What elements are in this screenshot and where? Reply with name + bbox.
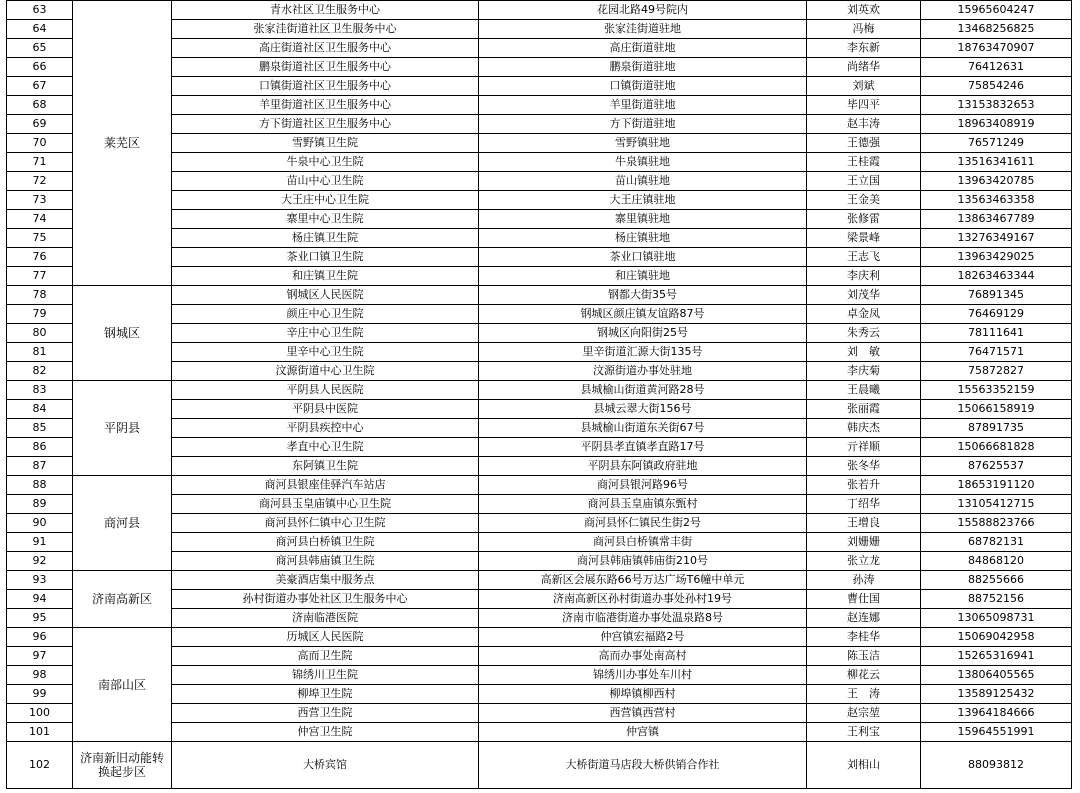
row-number-cell: 88 [7,476,73,495]
phone-cell: 15066158919 [921,400,1072,419]
facility-name-cell: 商河县银座佳驿汽车站店 [172,476,479,495]
phone-cell: 13276349167 [921,229,1072,248]
phone-cell: 76412631 [921,58,1072,77]
contact-person-cell: 李庆菊 [807,362,921,381]
table-row [7,571,1072,590]
contact-person-cell: 王 涛 [807,685,921,704]
contact-person-cell: 亓祥顺 [807,438,921,457]
row-number-cell: 96 [7,628,73,647]
address-cell: 商河县玉皇庙镇东甄村 [479,495,807,514]
address-cell: 平阴县东阿镇政府驻地 [479,457,807,476]
contact-person-cell: 王立国 [807,172,921,191]
facility-name-cell: 西营卫生院 [172,704,479,723]
phone-cell: 13863467789 [921,210,1072,229]
facility-name-cell: 济南临港医院 [172,609,479,628]
row-number-cell: 77 [7,267,73,286]
region-cell: 商河县 [73,476,172,571]
address-cell: 杨庄镇驻地 [479,229,807,248]
row-number-cell: 83 [7,381,73,400]
region-cell: 莱芜区 [73,1,172,286]
contact-person-cell: 刘相山 [807,742,921,789]
phone-cell: 13563463358 [921,191,1072,210]
row-number-cell: 100 [7,704,73,723]
address-cell: 济南市临港街道办事处温泉路8号 [479,609,807,628]
facility-name-cell: 高而卫生院 [172,647,479,666]
address-cell: 仲宫镇宏福路2号 [479,628,807,647]
table-body [7,1,1072,789]
facility-name-cell: 汶源街道中心卫生院 [172,362,479,381]
facility-name-cell: 鹏泉街道社区卫生服务中心 [172,58,479,77]
service-point-table [6,0,1072,789]
contact-person-cell: 李桂华 [807,628,921,647]
row-number-cell: 64 [7,20,73,39]
address-cell: 钢城区颜庄镇友谊路87号 [479,305,807,324]
row-number-cell: 102 [7,742,73,789]
contact-person-cell: 李庆利 [807,267,921,286]
contact-person-cell: 赵宗堃 [807,704,921,723]
facility-name-cell: 里辛中心卫生院 [172,343,479,362]
contact-person-cell: 刘斌 [807,77,921,96]
contact-person-cell: 王增良 [807,514,921,533]
address-cell: 高新区会展东路66号万达广场T6幢中单元 [479,571,807,590]
phone-cell: 18763470907 [921,39,1072,58]
phone-cell: 88093812 [921,742,1072,789]
table-row [7,286,1072,305]
contact-person-cell: 刘英欢 [807,1,921,20]
address-cell: 里辛街道汇源大街135号 [479,343,807,362]
contact-person-cell: 王金美 [807,191,921,210]
facility-name-cell: 苗山中心卫生院 [172,172,479,191]
contact-person-cell: 尚绪华 [807,58,921,77]
phone-cell: 15964551991 [921,723,1072,742]
address-cell: 锦绣川办事处车川村 [479,666,807,685]
row-number-cell: 98 [7,666,73,685]
contact-person-cell: 冯梅 [807,20,921,39]
contact-person-cell: 王晨曦 [807,381,921,400]
address-cell: 苗山镇驻地 [479,172,807,191]
address-cell: 大桥街道马店段大桥供销合作社 [479,742,807,789]
address-cell: 商河县韩庙镇韩庙街210号 [479,552,807,571]
facility-name-cell: 口镇街道社区卫生服务中心 [172,77,479,96]
facility-name-cell: 钢城区人民医院 [172,286,479,305]
address-cell: 柳埠镇柳西村 [479,685,807,704]
phone-cell: 15965604247 [921,1,1072,20]
address-cell: 张家洼街道驻地 [479,20,807,39]
row-number-cell: 67 [7,77,73,96]
phone-cell: 15563352159 [921,381,1072,400]
row-number-cell: 87 [7,457,73,476]
phone-cell: 15069042958 [921,628,1072,647]
address-cell: 汶源街道办事处驻地 [479,362,807,381]
row-number-cell: 95 [7,609,73,628]
region-cell: 钢城区 [73,286,172,381]
region-cell: 济南高新区 [73,571,172,628]
address-cell: 和庄镇驻地 [479,267,807,286]
contact-person-cell: 柳花云 [807,666,921,685]
address-cell: 茶业口镇驻地 [479,248,807,267]
row-number-cell: 101 [7,723,73,742]
facility-name-cell: 历城区人民医院 [172,628,479,647]
contact-person-cell: 朱秀云 [807,324,921,343]
phone-cell: 87891735 [921,419,1072,438]
row-number-cell: 63 [7,1,73,20]
contact-person-cell: 张立龙 [807,552,921,571]
phone-cell: 13153832653 [921,96,1072,115]
phone-cell: 87625537 [921,457,1072,476]
row-number-cell: 73 [7,191,73,210]
region-cell: 南部山区 [73,628,172,742]
facility-name-cell: 茶业口镇卫生院 [172,248,479,267]
address-cell: 牛泉镇驻地 [479,153,807,172]
address-cell: 仲宫镇 [479,723,807,742]
row-number-cell: 86 [7,438,73,457]
facility-name-cell: 平阴县疾控中心 [172,419,479,438]
address-cell: 高庄街道驻地 [479,39,807,58]
phone-cell: 13963420785 [921,172,1072,191]
contact-person-cell: 刘姗姗 [807,533,921,552]
address-cell: 县城云翠大街156号 [479,400,807,419]
row-number-cell: 68 [7,96,73,115]
contact-person-cell: 王志飞 [807,248,921,267]
contact-person-cell: 王利宝 [807,723,921,742]
phone-cell: 18263463344 [921,267,1072,286]
contact-person-cell: 王桂霞 [807,153,921,172]
contact-person-cell: 张丽霞 [807,400,921,419]
row-number-cell: 89 [7,495,73,514]
contact-person-cell: 丁绍华 [807,495,921,514]
contact-person-cell: 卓金凤 [807,305,921,324]
facility-name-cell: 商河县白桥镇卫生院 [172,533,479,552]
row-number-cell: 91 [7,533,73,552]
region-cell: 平阴县 [73,381,172,476]
address-cell: 县城榆山街道东关街67号 [479,419,807,438]
phone-cell: 13964184666 [921,704,1072,723]
facility-name-cell: 寨里中心卫生院 [172,210,479,229]
facility-name-cell: 大王庄中心卫生院 [172,191,479,210]
row-number-cell: 99 [7,685,73,704]
table-row [7,476,1072,495]
facility-name-cell: 高庄街道社区卫生服务中心 [172,39,479,58]
address-cell: 钢都大街35号 [479,286,807,305]
facility-name-cell: 锦绣川卫生院 [172,666,479,685]
address-cell: 县城榆山街道黄河路28号 [479,381,807,400]
phone-cell: 76469129 [921,305,1072,324]
facility-name-cell: 商河县玉皇庙镇中心卫生院 [172,495,479,514]
table-row [7,742,1072,789]
table-row [7,381,1072,400]
address-cell: 羊里街道驻地 [479,96,807,115]
phone-cell: 13589125432 [921,685,1072,704]
contact-person-cell: 毕四平 [807,96,921,115]
facility-name-cell: 青水社区卫生服务中心 [172,1,479,20]
contact-person-cell: 王德强 [807,134,921,153]
phone-cell: 15588823766 [921,514,1072,533]
row-number-cell: 80 [7,324,73,343]
facility-name-cell: 辛庄中心卫生院 [172,324,479,343]
facility-name-cell: 孝直中心卫生院 [172,438,479,457]
contact-person-cell: 李东新 [807,39,921,58]
address-cell: 口镇街道驻地 [479,77,807,96]
facility-name-cell: 大桥宾馆 [172,742,479,789]
phone-cell: 84868120 [921,552,1072,571]
address-cell: 商河县银河路96号 [479,476,807,495]
row-number-cell: 92 [7,552,73,571]
address-cell: 雪野镇驻地 [479,134,807,153]
phone-cell: 75872827 [921,362,1072,381]
address-cell: 鹏泉街道驻地 [479,58,807,77]
address-cell: 方下街道驻地 [479,115,807,134]
contact-person-cell: 孙涛 [807,571,921,590]
facility-name-cell: 方下街道社区卫生服务中心 [172,115,479,134]
table-row [7,628,1072,647]
phone-cell: 78111641 [921,324,1072,343]
address-cell: 大王庄镇驻地 [479,191,807,210]
phone-cell: 15265316941 [921,647,1072,666]
facility-name-cell: 东阿镇卫生院 [172,457,479,476]
row-number-cell: 69 [7,115,73,134]
contact-person-cell: 陈玉洁 [807,647,921,666]
phone-cell: 68782131 [921,533,1072,552]
facility-name-cell: 和庄镇卫生院 [172,267,479,286]
phone-cell: 18653191120 [921,476,1072,495]
facility-name-cell: 颜庄中心卫生院 [172,305,479,324]
contact-person-cell: 张冬华 [807,457,921,476]
facility-name-cell: 平阴县中医院 [172,400,479,419]
contact-person-cell: 曹仕国 [807,590,921,609]
contact-person-cell: 赵丰涛 [807,115,921,134]
row-number-cell: 81 [7,343,73,362]
phone-cell: 88752156 [921,590,1072,609]
row-number-cell: 72 [7,172,73,191]
address-cell: 寨里镇驻地 [479,210,807,229]
facility-name-cell: 仲宫卫生院 [172,723,479,742]
address-cell: 钢城区向阳街25号 [479,324,807,343]
facility-name-cell: 平阴县人民医院 [172,381,479,400]
row-number-cell: 82 [7,362,73,381]
address-cell: 济南高新区孙村街道办事处孙村19号 [479,590,807,609]
facility-name-cell: 羊里街道社区卫生服务中心 [172,96,479,115]
row-number-cell: 66 [7,58,73,77]
row-number-cell: 79 [7,305,73,324]
phone-cell: 13468256825 [921,20,1072,39]
row-number-cell: 85 [7,419,73,438]
facility-name-cell: 美豪酒店集中服务点 [172,571,479,590]
phone-cell: 75854246 [921,77,1072,96]
contact-person-cell: 张修雷 [807,210,921,229]
address-cell: 平阴县孝直镇孝直路17号 [479,438,807,457]
phone-cell: 76891345 [921,286,1072,305]
facility-name-cell: 牛泉中心卫生院 [172,153,479,172]
region-cell: 济南新旧动能转换起步区 [73,742,172,789]
row-number-cell: 78 [7,286,73,305]
facility-name-cell: 张家洼街道社区卫生服务中心 [172,20,479,39]
phone-cell: 13105412715 [921,495,1072,514]
row-number-cell: 90 [7,514,73,533]
row-number-cell: 70 [7,134,73,153]
contact-person-cell: 韩庆杰 [807,419,921,438]
address-cell: 花园北路49号院内 [479,1,807,20]
row-number-cell: 94 [7,590,73,609]
phone-cell: 88255666 [921,571,1072,590]
address-cell: 西营镇西营村 [479,704,807,723]
phone-cell: 15066681828 [921,438,1072,457]
contact-person-cell: 刘茂华 [807,286,921,305]
phone-cell: 13516341611 [921,153,1072,172]
address-cell: 商河县怀仁镇民生街2号 [479,514,807,533]
row-number-cell: 74 [7,210,73,229]
row-number-cell: 75 [7,229,73,248]
table-row [7,1,1072,20]
row-number-cell: 84 [7,400,73,419]
row-number-cell: 93 [7,571,73,590]
phone-cell: 76571249 [921,134,1072,153]
facility-name-cell: 雪野镇卫生院 [172,134,479,153]
facility-name-cell: 商河县韩庙镇卫生院 [172,552,479,571]
contact-person-cell: 赵连娜 [807,609,921,628]
phone-cell: 13065098731 [921,609,1072,628]
row-number-cell: 71 [7,153,73,172]
phone-cell: 13806405565 [921,666,1072,685]
row-number-cell: 76 [7,248,73,267]
address-cell: 高而办事处南高村 [479,647,807,666]
facility-name-cell: 杨庄镇卫生院 [172,229,479,248]
phone-cell: 18963408919 [921,115,1072,134]
contact-person-cell: 刘 敏 [807,343,921,362]
facility-name-cell: 孙村街道办事处社区卫生服务中心 [172,590,479,609]
row-number-cell: 65 [7,39,73,58]
contact-person-cell: 梁景峰 [807,229,921,248]
facility-name-cell: 商河县怀仁镇中心卫生院 [172,514,479,533]
facility-name-cell: 柳埠卫生院 [172,685,479,704]
phone-cell: 76471571 [921,343,1072,362]
address-cell: 商河县白桥镇常丰街 [479,533,807,552]
contact-person-cell: 张若升 [807,476,921,495]
phone-cell: 13963429025 [921,248,1072,267]
row-number-cell: 97 [7,647,73,666]
